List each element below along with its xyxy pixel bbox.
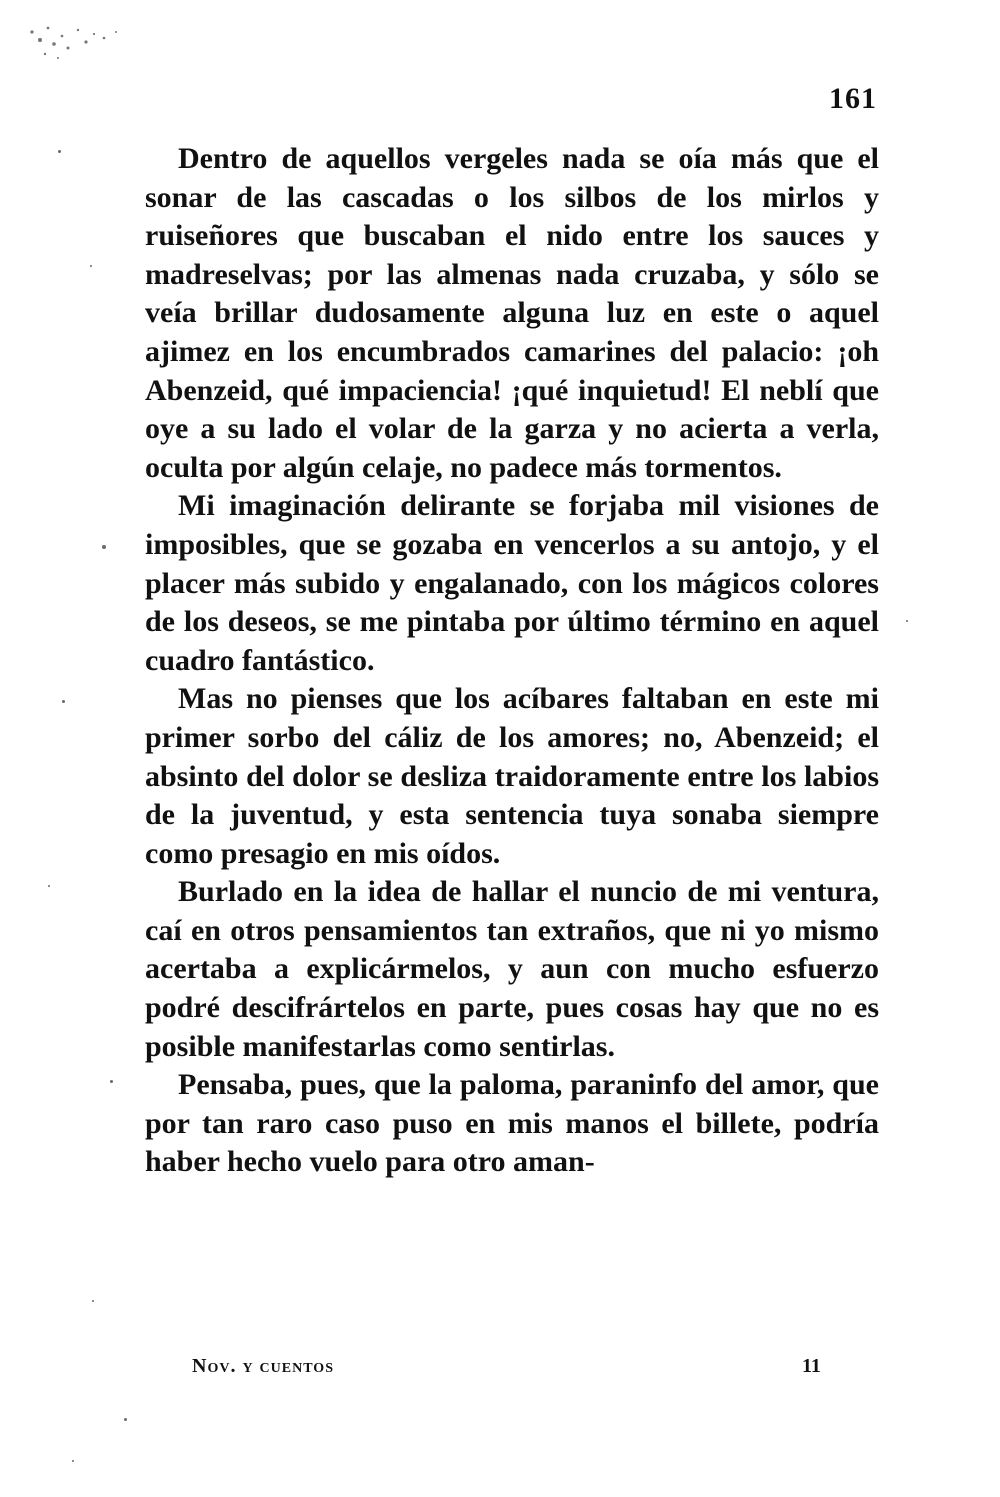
footer-title: Nov. y cuentos: [192, 1355, 334, 1377]
paragraph-2: Mi imaginación delirante se forjaba mil visiones de imposibles, que se gozaba en vencerlos a su antojo, y el placer más subido y engalanado, con los mágicos colores de los deseos, se me pintaba por último término en aquel cuadro fantástico.: [145, 489, 879, 677]
body-text: [145, 140, 879, 1182]
paragraph-5: Pensaba, pues, que la paloma, paraninfo del amor, que por tan raro caso puso en mis manos el billete, podría haber hecho vuelo para otro aman-: [145, 1068, 879, 1179]
paragraph-3: Mas no pienses que los acíbares faltaban en este mi primer sorbo del cáliz de los amores; no, Abenzeid; el absinto del dolor se desliza traidoramente entre los labios de la juventud, y esta sentencia tuya sonaba siempre como presagio en mis oídos.: [145, 682, 879, 870]
signature-number: 11: [802, 1355, 821, 1377]
paragraph-1: Dentro de aquellos vergeles nada se oía más que el sonar de las cascadas o los silbos de los mirlos y ruiseñores que buscaban el nido entre los sauces y madreselvas; por las almenas nada cruzaba, y sólo se veía brillar dudosamente alguna luz en este o aquel ajimez en los encumbrados camarines del palacio: ¡oh Abenzeid, qué impaciencia! ¡qué inquietud! El neblí que oye a su lado el volar de la garza y no acierta a verla, oculta por algún celaje, no padece más tormentos.: [145, 142, 879, 484]
ink-smudge-mark: [20, 10, 140, 70]
paragraph-4: Burlado en la idea de hallar el nuncio de mi ventura, caí en otros pensamientos tan extraños, que ni yo mismo acertaba a explicármelos, y aun con mucho esfuerzo podré descifrártelos en parte, pues cosas hay que no es posible manifestarlas como sentirlas.: [145, 875, 879, 1063]
page-number: 161: [829, 82, 877, 115]
